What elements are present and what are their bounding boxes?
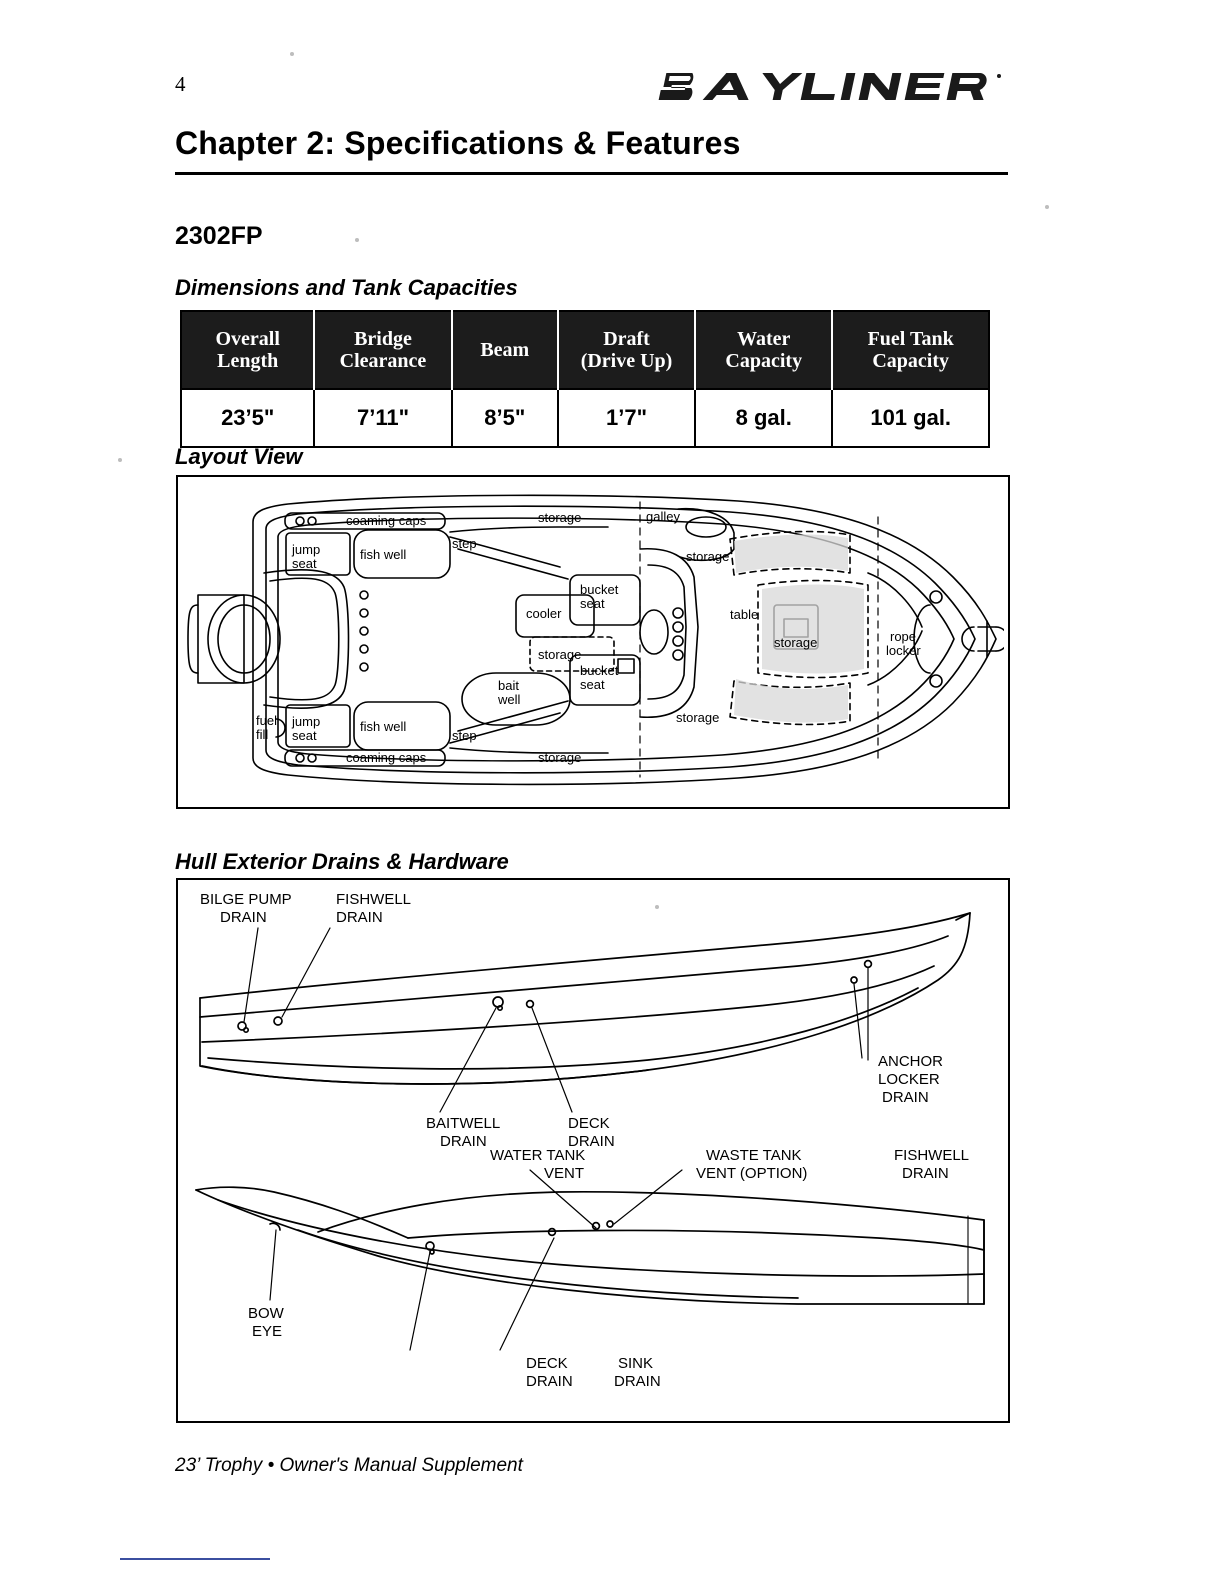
label-bait-well-2: well	[498, 692, 521, 707]
th-line-2: Clearance	[339, 350, 427, 372]
bayliner-logo	[647, 70, 1007, 104]
callout-sink-drain-2: DRAIN	[614, 1373, 661, 1390]
callout-anchor-locker-drain-2: LOCKER	[878, 1071, 940, 1088]
label-coaming-caps-top: coaming caps	[346, 513, 427, 528]
callout-bow-eye-2: EYE	[252, 1323, 283, 1340]
callout-deck-drain-lower-1: DECK	[526, 1355, 568, 1372]
th-water-capacity	[695, 311, 832, 389]
hull-exterior-heading: Hull Exterior Drains & Hardware	[175, 849, 509, 874]
chapter-title: Chapter 2: Specifications & Features	[175, 125, 741, 161]
label-storage-bottom: storage	[538, 750, 582, 765]
scan-speck	[355, 238, 359, 242]
callout-anchor-locker-drain-1: ANCHOR	[878, 1053, 944, 1070]
callout-bilge-pump-drain-1: BILGE PUMP	[200, 891, 292, 908]
label-storage-mid-left: storage	[538, 647, 582, 662]
label-bucket-seat-top-2: seat	[580, 596, 605, 611]
label-step-top: step	[452, 536, 477, 551]
callout-fishwell-drain-top-2: DRAIN	[336, 909, 383, 926]
label-coaming-caps-bottom: coaming caps	[346, 750, 427, 765]
footer-rule	[120, 1558, 270, 1560]
callout-fishwell-drain-top-1: FISHWELL	[336, 891, 412, 908]
label-bucket-seat-bottom-2: seat	[580, 677, 605, 692]
table-value-row	[181, 389, 989, 447]
callout-waste-tank-vent-2: VENT (OPTION)	[696, 1165, 808, 1182]
scan-speck	[118, 458, 122, 462]
callout-baitwell-drain-2: DRAIN	[440, 1133, 487, 1150]
callout-water-tank-vent-2: VENT	[544, 1165, 585, 1182]
th-line-1: Water	[737, 327, 791, 350]
value-bridge-clearance: 7’11"	[314, 389, 451, 447]
th-line-2: Length	[217, 350, 279, 372]
label-bait-well: bait	[498, 678, 519, 693]
label-storage-right: storage	[774, 635, 818, 650]
scan-speck	[655, 905, 659, 909]
specifications-table	[180, 310, 990, 448]
value-overall-length: 23’5"	[181, 389, 314, 447]
th-beam	[452, 311, 558, 389]
label-jump-seat-top-2: seat	[292, 556, 317, 571]
label-fuel-fill: fuel	[256, 713, 277, 728]
callout-sink-drain-1: SINK	[618, 1355, 654, 1372]
label-rope-locker: rope	[890, 629, 917, 644]
label-fuel-fill-2: fill	[256, 727, 269, 742]
label-storage-lower-right: storage	[676, 710, 720, 725]
dimensions-heading: Dimensions and Tank Capacities	[175, 275, 518, 300]
value-draft: 1’7"	[558, 389, 695, 447]
callout-water-tank-vent-1: WATER TANK	[490, 1147, 586, 1164]
label-step-bottom: step	[452, 728, 477, 743]
hull-exterior-figure	[176, 878, 1010, 1423]
title-divider	[175, 172, 1008, 175]
th-line-2: Capacity	[725, 350, 803, 372]
value-beam: 8’5"	[452, 389, 558, 447]
label-bucket-seat-bottom: bucket	[580, 663, 619, 678]
label-fish-well-top: fish well	[360, 547, 407, 562]
value-water-capacity: 8 gal.	[695, 389, 832, 447]
th-line-1: Draft	[603, 327, 650, 350]
label-jump-seat-bottom-2: seat	[292, 728, 317, 743]
th-line-1: Fuel Tank	[867, 327, 954, 350]
label-cooler: cooler	[526, 606, 562, 621]
scan-speck	[290, 52, 294, 56]
label-bucket-seat-top: bucket	[580, 582, 619, 597]
label-rope-locker-2: locker	[886, 643, 921, 658]
label-jump-seat-top: jump	[292, 542, 321, 557]
label-table: table	[730, 607, 759, 622]
label-galley: galley	[646, 509, 680, 524]
th-line-1: Beam	[480, 338, 530, 361]
callout-deck-drain-upper-1: DECK	[568, 1115, 610, 1132]
callout-deck-drain-upper-2: DRAIN	[568, 1133, 615, 1150]
layout-view-figure	[176, 475, 1010, 809]
label-storage-mid-right: storage	[686, 549, 730, 564]
callout-baitwell-drain-1: BAITWELL	[426, 1115, 501, 1132]
th-line-1: Bridge	[354, 327, 412, 350]
callout-fishwell-drain-bottom-1: FISHWELL	[894, 1147, 970, 1164]
th-overall-length	[181, 311, 314, 389]
th-draft	[558, 311, 695, 389]
callout-bilge-pump-drain-2: DRAIN	[220, 909, 267, 926]
callout-anchor-locker-drain-3: DRAIN	[882, 1089, 929, 1106]
th-line-2: (Drive Up)	[580, 350, 673, 372]
th-line-1: Overall	[215, 327, 280, 350]
callout-deck-drain-lower-2: DRAIN	[526, 1373, 573, 1390]
footer-text: 23’ Trophy • Owner's Manual Supplement	[175, 1455, 523, 1476]
label-fish-well-bottom: fish well	[360, 719, 407, 734]
scan-speck	[1045, 205, 1049, 209]
label-jump-seat-bottom: jump	[292, 714, 321, 729]
layout-view-heading: Layout View	[175, 444, 303, 469]
page-number: 4	[175, 72, 186, 96]
callout-bow-eye-1: BOW	[248, 1305, 284, 1322]
callout-waste-tank-vent-1: WASTE TANK	[706, 1147, 802, 1164]
table-header-row	[181, 311, 989, 389]
th-bridge-clearance	[314, 311, 451, 389]
callout-fishwell-drain-bottom-2: DRAIN	[902, 1165, 949, 1182]
value-fuel-tank-capacity: 101 gal.	[832, 389, 989, 447]
th-line-2: Capacity	[872, 350, 950, 372]
th-fuel-tank-capacity	[832, 311, 989, 389]
model-name: 2302FP	[175, 222, 263, 250]
label-storage-top: storage	[538, 510, 582, 525]
